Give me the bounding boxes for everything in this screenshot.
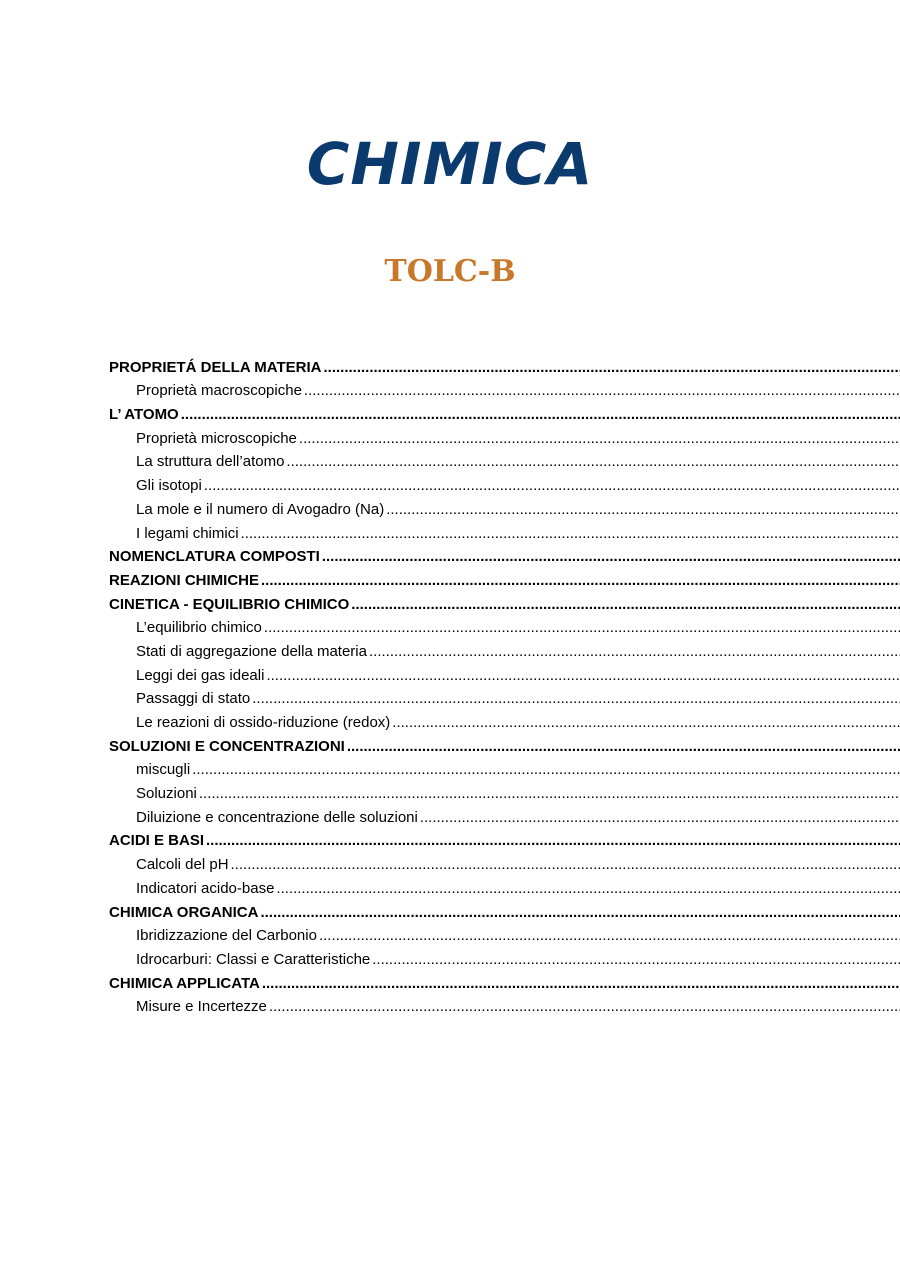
document-subtitle: TOLC-B — [384, 254, 516, 289]
toc-entry-label: Indicatori acido-base — [136, 879, 275, 897]
toc-subsection-entry[interactable] — [109, 708, 900, 732]
toc-entry-label: CHIMICA ORGANICA — [109, 903, 259, 921]
toc-dot-leader — [231, 856, 900, 874]
toc-subsection-entry[interactable] — [109, 661, 900, 685]
toc-entry-label: Le reazioni di ossido-riduzione (redox) — [136, 714, 391, 731]
toc-subsection-entry[interactable] — [109, 519, 900, 543]
toc-entry-label: miscugli — [136, 761, 191, 779]
toc-entry-label: Proprietà microscopiche — [136, 429, 297, 447]
toc-entry-label: La struttura dell’atomo — [136, 453, 285, 471]
toc-subsection-entry[interactable] — [109, 495, 900, 519]
toc-dot-leader — [420, 809, 900, 827]
toc-dot-leader — [260, 904, 900, 922]
toc-subsection-entry[interactable] — [109, 637, 900, 661]
toc-dot-leader — [319, 927, 900, 945]
toc-dot-leader — [206, 832, 900, 850]
toc-dot-leader — [262, 975, 900, 993]
toc-section-entry[interactable] — [109, 969, 900, 993]
toc-section-entry[interactable] — [109, 543, 900, 567]
toc-entry-label: SOLUZIONI E CONCENTRAZIONI — [109, 737, 345, 755]
toc-dot-leader — [269, 998, 900, 1016]
toc-entry-label: Calcoli del pH — [136, 856, 229, 874]
table-of-contents — [109, 353, 900, 1016]
toc-dot-leader — [304, 382, 900, 400]
toc-subsection-entry[interactable] — [109, 850, 900, 874]
toc-dot-leader — [266, 667, 900, 685]
toc-section-entry[interactable] — [109, 827, 900, 851]
toc-dot-leader — [199, 785, 900, 803]
toc-dot-leader — [322, 548, 900, 566]
toc-subsection-entry[interactable] — [109, 874, 900, 898]
toc-dot-leader — [181, 406, 900, 424]
toc-section-entry[interactable] — [109, 732, 900, 756]
document-title: CHIMICA — [306, 130, 594, 198]
toc-section-entry[interactable] — [109, 400, 900, 424]
toc-dot-leader — [204, 477, 900, 495]
toc-subsection-entry[interactable] — [109, 945, 900, 969]
toc-subsection-entry[interactable] — [109, 424, 900, 448]
toc-entry-label: La mole e il numero di Avogadro (Na) — [136, 500, 385, 518]
toc-dot-leader — [276, 880, 900, 898]
toc-dot-leader — [369, 643, 900, 661]
toc-dot-leader — [286, 453, 900, 471]
toc-entry-label: Leggi dei gas ideali — [136, 666, 265, 684]
toc-entry-label: Ibridizzazione del Carbonio — [136, 927, 317, 945]
toc-dot-leader — [386, 501, 900, 519]
toc-subsection-entry[interactable] — [109, 756, 900, 780]
toc-entry-label: Misure e Incertezze — [136, 998, 267, 1016]
toc-entry-label: REAZIONI CHIMICHE — [109, 571, 259, 589]
toc-subsection-entry[interactable] — [109, 448, 900, 472]
toc-subsection-entry[interactable] — [109, 993, 900, 1017]
toc-dot-leader — [192, 761, 900, 779]
toc-dot-leader — [372, 951, 900, 969]
toc-section-entry[interactable] — [109, 566, 900, 590]
toc-entry-label: Passaggi di stato — [136, 690, 251, 708]
toc-entry-label: Gli isotopi — [136, 477, 202, 495]
toc-dot-leader — [261, 572, 900, 590]
toc-subsection-entry[interactable] — [109, 685, 900, 709]
toc-entry-label: CINETICA - EQUILIBRIO CHIMICO — [109, 595, 350, 613]
toc-entry-label: L’equilibrio chimico — [136, 619, 262, 637]
toc-entry-label: Soluzioni — [136, 785, 197, 803]
toc-section-entry[interactable] — [109, 898, 900, 922]
toc-subsection-entry[interactable] — [109, 614, 900, 638]
toc-entry-label: Stati di aggregazione della materia — [136, 642, 367, 660]
toc-dot-leader — [241, 525, 900, 543]
toc-entry-label: CHIMICA APPLICATA — [109, 974, 260, 992]
toc-subsection-entry[interactable] — [109, 803, 900, 827]
toc-entry-label: L’ ATOMO — [109, 406, 179, 424]
toc-entry-label: Diluizione e concentrazione delle soluzioni — [136, 808, 418, 826]
toc-entry-label: PROPRIETÁ DELLA MATERIA — [109, 358, 322, 376]
toc-dot-leader — [347, 738, 900, 756]
toc-subsection-entry[interactable] — [109, 779, 900, 803]
toc-dot-leader — [252, 690, 900, 708]
toc-entry-label: ACIDI E BASI — [109, 832, 205, 850]
toc-dot-leader — [324, 359, 900, 377]
toc-section-entry[interactable] — [109, 353, 900, 377]
toc-dot-leader — [264, 619, 900, 637]
toc-entry-label: I legami chimici — [136, 524, 239, 542]
toc-dot-leader — [299, 430, 900, 448]
toc-subsection-entry[interactable] — [109, 377, 900, 401]
toc-entry-label: NOMENCLATURA COMPOSTI — [109, 548, 320, 566]
toc-entry-label: Idrocarburi: Classi e Caratteristiche — [136, 950, 371, 968]
toc-section-entry[interactable] — [109, 590, 900, 614]
toc-dot-leader — [392, 714, 900, 732]
toc-subsection-entry[interactable] — [109, 471, 900, 495]
toc-dot-leader — [351, 596, 900, 614]
toc-subsection-entry[interactable] — [109, 922, 900, 946]
toc-entry-label: Proprietà macroscopiche — [136, 382, 302, 400]
